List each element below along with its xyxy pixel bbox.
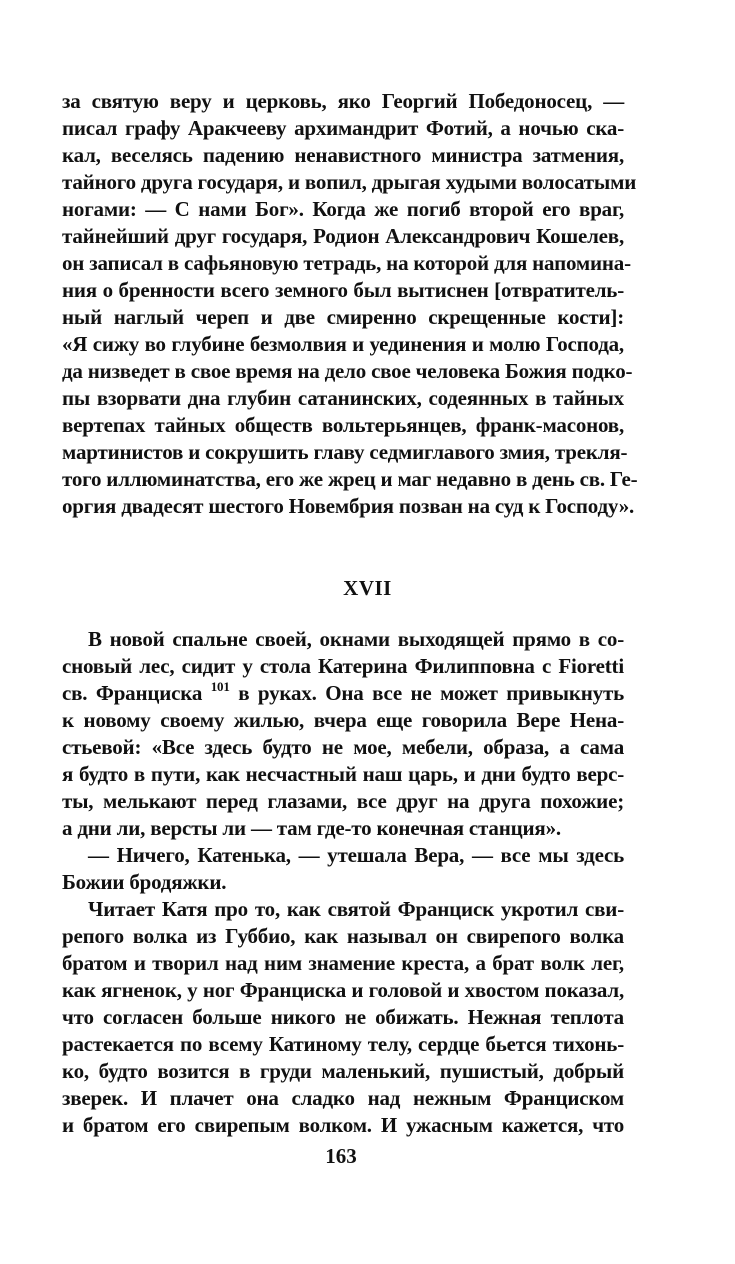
footnote-reference[interactable]: 101 (210, 679, 230, 694)
text-line: — Ничего, Катенька, — утешала Вера, — все мы здесь (88, 843, 624, 867)
text-line: ты, мелькают перед глазами, все друг на друга похожие; (62, 789, 624, 813)
page-number: 163 (325, 1144, 357, 1168)
text-line: растекается по всему Катиному телу, сердце бьется тихонь- (62, 1032, 624, 1056)
text-line: мартинистов и сокрушить главу седмиглавого змия, трекля- (62, 440, 628, 464)
text-line: ный наглый череп и две смиренно скрещенные кости]: (62, 305, 624, 329)
text-line: зверек. И плачет она сладко над нежным Франциском (62, 1086, 624, 1110)
text-line: сновый лес, сидит у стола Катерина Филипповна с Fioretti (62, 654, 624, 678)
text-line: репого волка из Губбио, как называл он свирепого волка (62, 924, 624, 948)
text-line: того иллюминатства, его же жрец и маг недавно в день св. Ге- (62, 467, 638, 491)
text-line: пы взорвати дна глубин сатанинских, содеянных в тайных (62, 386, 624, 410)
text-line: что согласен больше никого не обижать. Нежная теплота (62, 1005, 624, 1029)
text-line: оргия двадесят шестого Новембрия позван на суд к Господу». (62, 494, 635, 518)
text-line: к новому своему жилью, вчера еще говорила Вере Нена- (62, 708, 624, 732)
text-line: вертепах тайных обществ вольтерьянцев, франк-масонов, (62, 413, 624, 437)
text-line: стьевой: «Все здесь будто не мое, мебели, образа, а сама (62, 735, 624, 759)
text-line: Читает Катя про то, как святой Франциск укротил сви- (88, 897, 624, 921)
text-line: тайнейший друг государя, Родион Александрович Кошелев, (62, 224, 624, 248)
text-line: он записал в сафьяновую тетрадь, на которой для напомина- (62, 251, 631, 275)
text-line: тайного друга государя, и вопил, дрыгая худыми волосатыми (62, 170, 637, 194)
text-line: Божии бродяжки. (62, 870, 227, 894)
text-line: а дни ли, версты ли — там где-то конечная станция». (62, 816, 561, 840)
text-line: как ягненок, у ног Франциска и головой и хвостом показал, (62, 978, 624, 1002)
chapter-heading: XVII (343, 576, 392, 600)
text-line: я будто в пути, как несчастный наш царь, и дни будто верс- (62, 762, 624, 786)
text-line: «Я сижу во глубине безмолвия и уединения и молю Господа, (62, 332, 624, 356)
text-line-with-footnote (62, 680, 624, 707)
text-line: братом и творил над ним знамение креста, а брат волк лег, (62, 951, 624, 975)
text-line: В новой спальне своей, окнами выходящей прямо в со- (88, 627, 624, 651)
text-line: и братом его свирепым волком. И ужасным кажется, что (62, 1113, 624, 1137)
text-line: кал, веселясь падению ненавистного министра затмения, (62, 143, 624, 167)
text-fragment: св. Франциска (62, 681, 203, 705)
text-line: ко, будто возится в груди маленький, пушистый, добрый (62, 1059, 624, 1083)
text-line: за святую веру и церковь, яко Георгий Победоносец, — (62, 89, 624, 113)
text-fragment: в руках. Она все не может привыкнуть (238, 681, 624, 705)
text-line: да низведет в свое время на дело свое человека Божия подко- (62, 359, 633, 383)
text-line: ногами: — С нами Бог». Когда же погиб второй его враг, (62, 197, 624, 221)
text-line: ния о бренности всего земного был вытиснен [отвратитель- (62, 278, 624, 302)
text-line: писал графу Аракчееву архимандрит Фотий, а ночью ска- (62, 116, 624, 140)
